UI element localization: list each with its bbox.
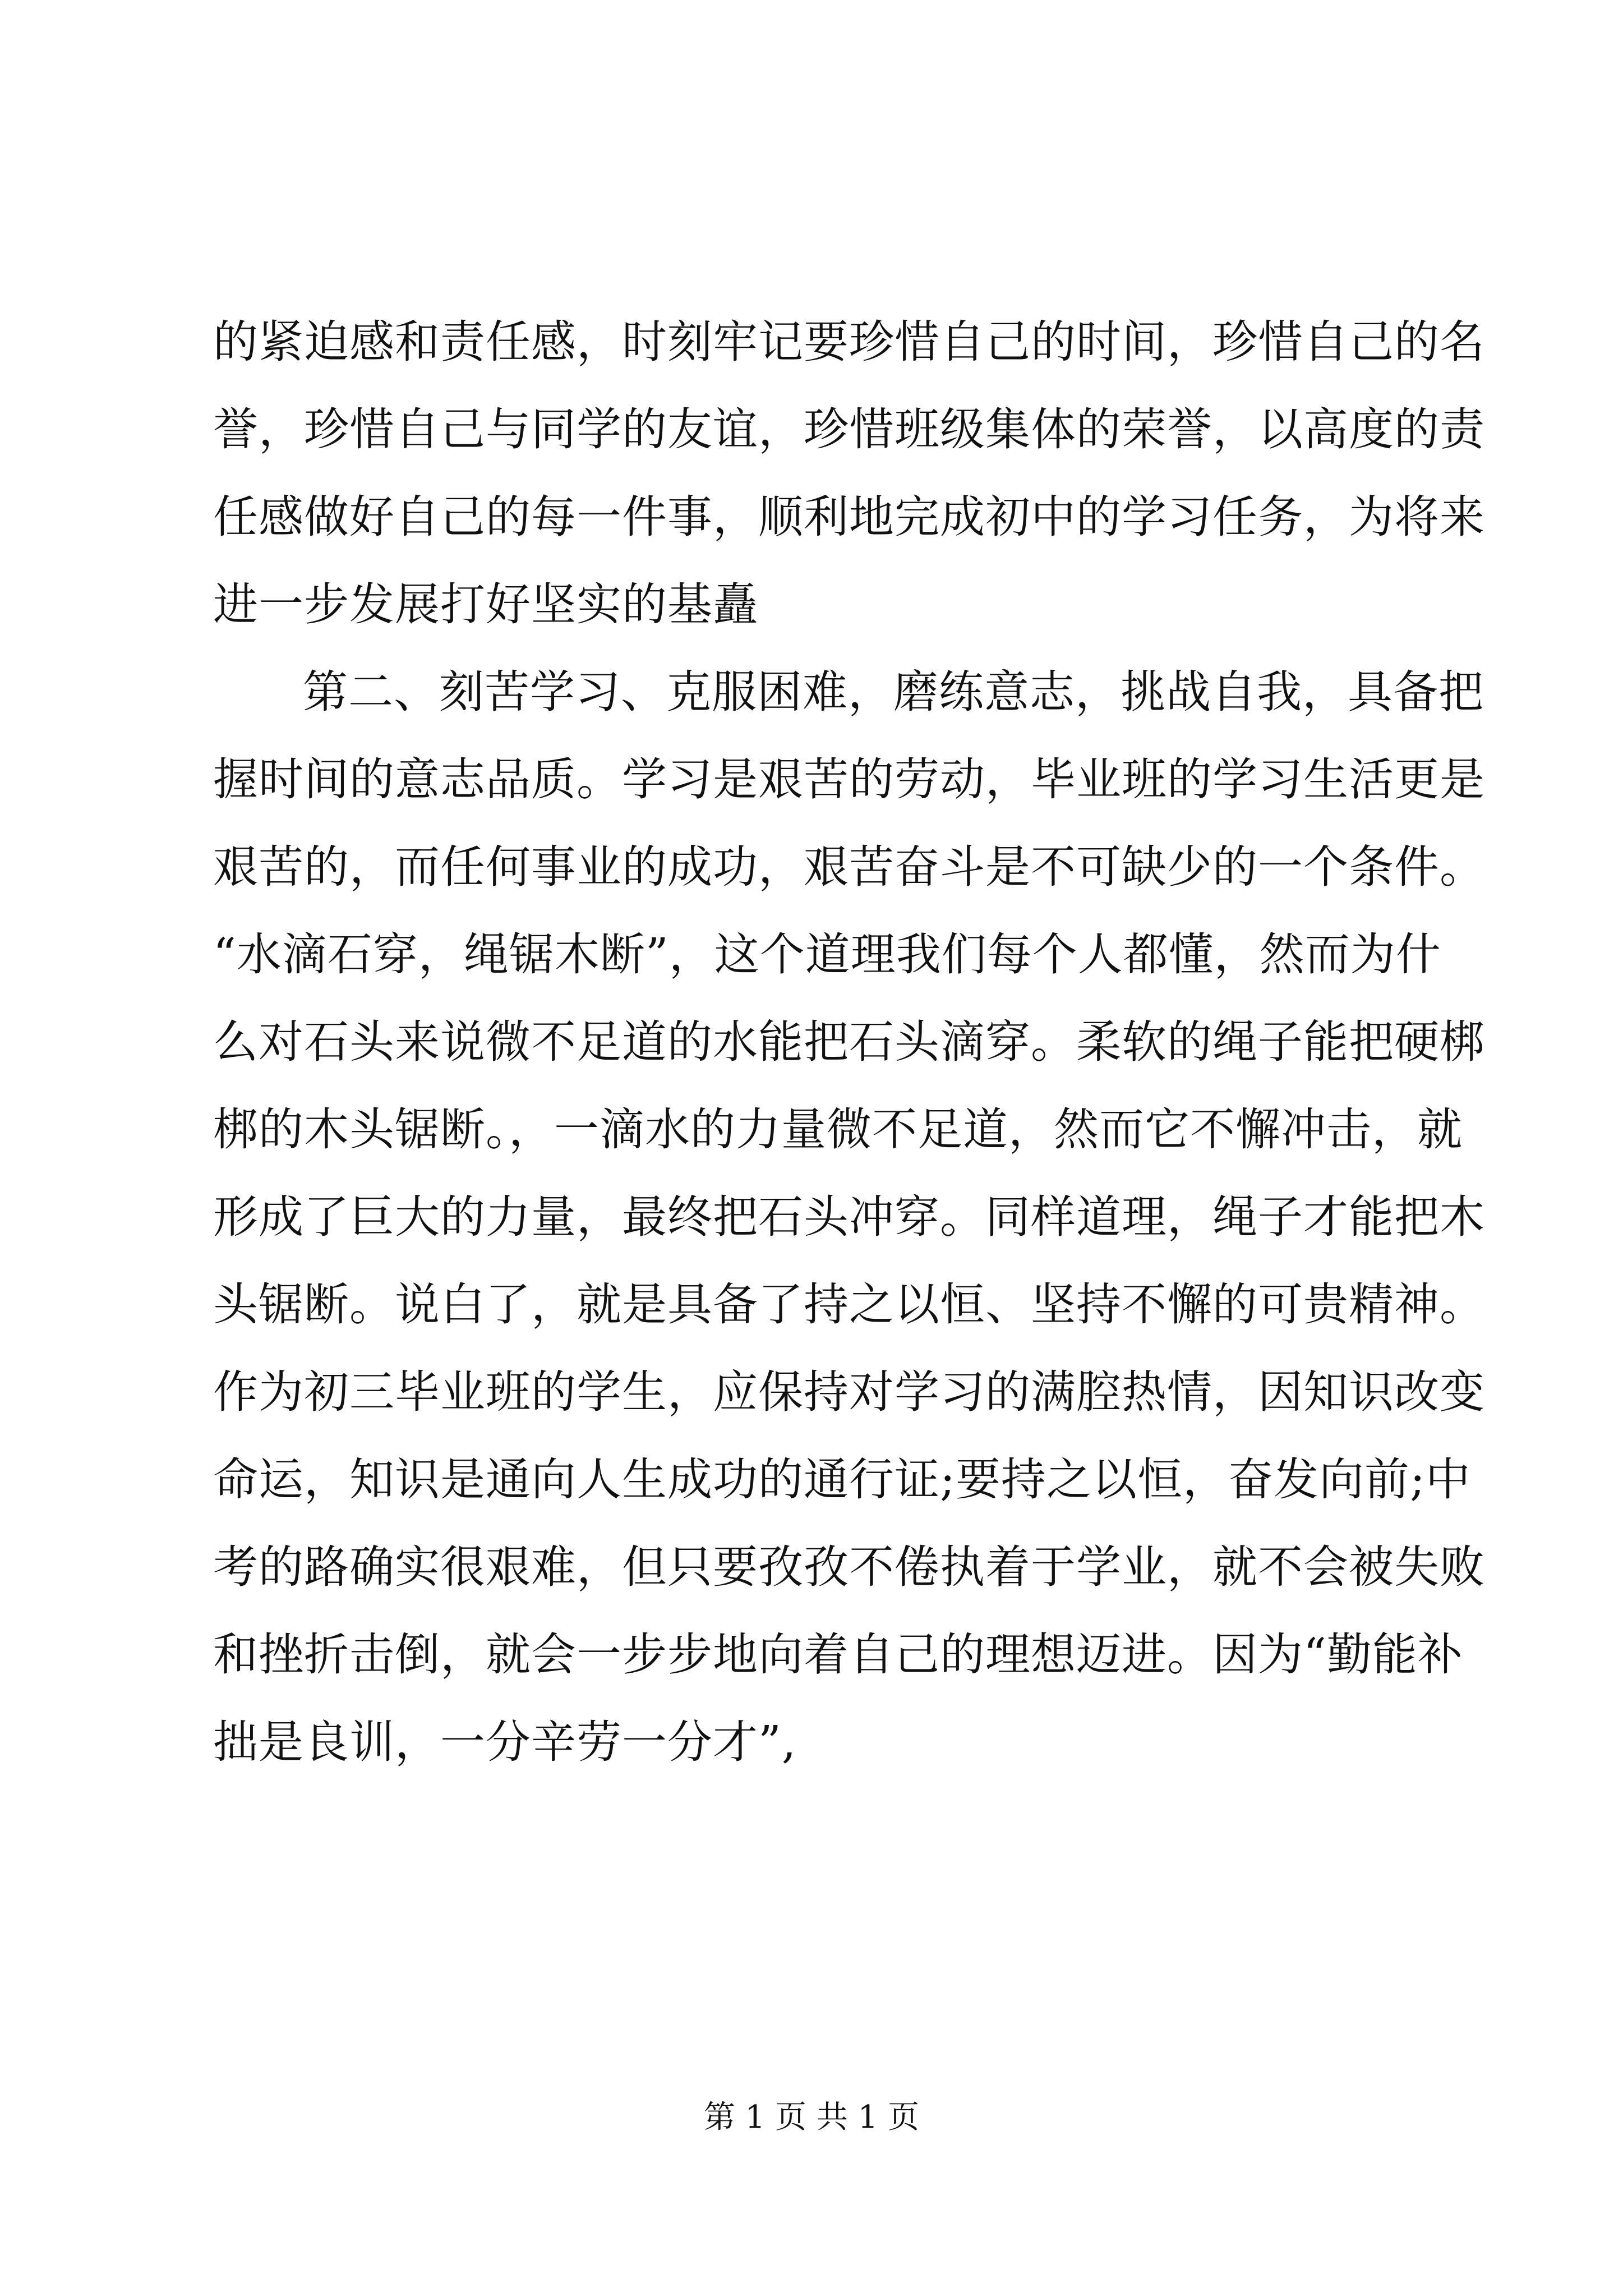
text-line: 握时间的意志品质。学习是艰苦的劳动，毕业班的学习生活更是 [213, 753, 1485, 806]
text-line: 艰苦的，而任何事业的成功，艰苦奋斗是不可缺少的一个条件。 [213, 841, 1485, 893]
text-line: 进一步发展打好坚实的基矗 [213, 578, 758, 631]
text-line: “水滴石穿，绳锯木断”，这个道理我们每个人都懂，然而为什 [213, 928, 1441, 981]
page-footer: 第 1 页 共 1 页 [703, 2099, 920, 2136]
text-line: 拙是良训，一分辛劳一分才”, [213, 1716, 797, 1768]
text-line: 梆的木头锯断。，一滴水的力量微不足道，然而它不懈冲击，就 [213, 1103, 1463, 1156]
text-line: 命运，知识是通向人生成功的通行证;要持之以恒，奋发向前;中 [213, 1453, 1471, 1506]
text-line: 和挫折击倒，就会一步步地向着自己的理想迈进。因为“勤能补 [213, 1628, 1463, 1681]
paragraph-first-line: 第二、刻苦学习、克服困难，磨练意志，挑战自我，具备把 [303, 666, 1484, 718]
text-line: 么对石头来说微不足道的水能把石头滴穿。柔软的绳子能把硬梆 [213, 1016, 1485, 1068]
text-line: 的紧迫感和责任感，时刻牢记要珍惜自己的时间，珍惜自己的名 [213, 316, 1485, 368]
text-line: 形成了巨大的力量，最终把石头冲穿。同样道理，绳子才能把木 [213, 1191, 1485, 1243]
text-line: 作为初三毕业班的学生，应保持对学习的满腔热情，因知识改变 [213, 1366, 1485, 1418]
text-line: 头锯断。说白了，就是具备了持之以恒、坚持不懈的可贵精神。 [213, 1278, 1485, 1331]
text-line: 誉，珍惜自己与同学的友谊，珍惜班级集体的荣誉，以高度的责 [213, 403, 1485, 455]
text-line: 考的路确实很艰难，但只要孜孜不倦执着于学业，就不会被失败 [213, 1541, 1485, 1593]
text-line: 任感做好自己的每一件事，顺利地完成初中的学习任务，为将来 [213, 491, 1485, 543]
